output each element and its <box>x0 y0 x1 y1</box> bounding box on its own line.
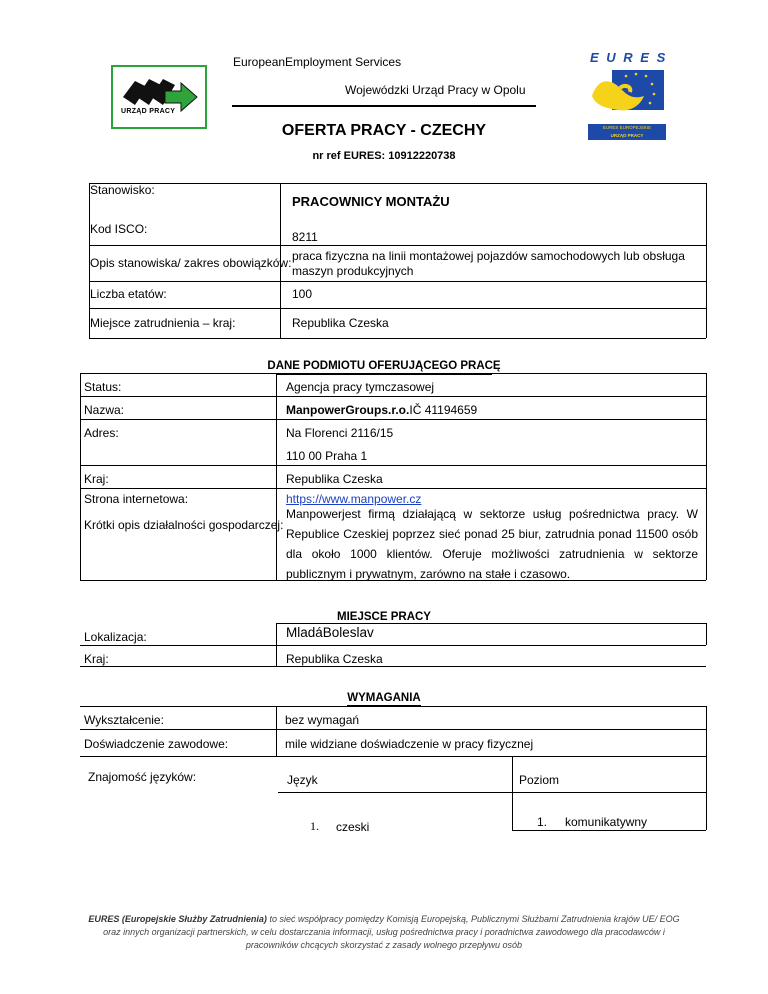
footer-eures-bold: EURES (Europejskie Służby Zatrudnienia) <box>88 914 267 924</box>
stanowisko-label: Stanowisko: <box>90 183 155 197</box>
miejsce-zatrudnienia-value: Republika Czeska <box>292 316 389 330</box>
adres-line-2: 110 00 Praha 1 <box>286 449 368 463</box>
workplace-kraj-label: Kraj: <box>84 652 109 666</box>
footer-line-1 <box>60 913 708 926</box>
urzad-pracy-icon <box>113 67 205 127</box>
lokalizacja-value: MladáBoleslav <box>286 625 374 640</box>
strona-label: Strona internetowa: <box>84 492 189 506</box>
miejsce-zatrudnienia-label: Miejsce zatrudnienia – kraj: <box>90 316 236 330</box>
isco-label: Kod ISCO: <box>90 222 148 236</box>
level-number: 1. <box>537 815 548 829</box>
language-number: 1. <box>310 819 319 833</box>
liczba-etatow-value: 100 <box>292 287 313 301</box>
eures-sub-1: EURES EUROPEJSKIE <box>602 125 652 130</box>
requirements-section-title: WYMAGANIA <box>347 692 421 704</box>
urzad-pracy-logo <box>111 65 207 129</box>
kraj-value: Republika Czeska <box>286 472 383 486</box>
website-link[interactable]: https://www.manpower.cz <box>286 492 422 506</box>
jezyk-header: Język <box>287 773 318 787</box>
jezyki-label: Znajomość języków: <box>88 770 197 784</box>
level-value: komunikatywny <box>565 815 648 829</box>
nazwa-company: ManpowerGroups.r.o. <box>286 403 410 417</box>
opis-dzialalnosci-value: Manpowerjest firmą działającą w sektorze usług pośrednictwa pracy. W Republice Czeskiej poprzez sieć ponad 25 biur, zatrudnia ponad 11500 osób dla około 1000 klientów. Oferuje możliwości zatrudnienia w sektorze publicznym i prywatnym, zarówno na stałe i czasowo. <box>286 507 698 581</box>
header-rule <box>232 105 536 107</box>
poziom-header: Poziom <box>519 773 560 787</box>
footer-line-2: oraz innych organizacji partnerskich, w celu dostarczania informacji, usług pośrednictwa pracy i poradnictwa zawodowego dla pracodawców i <box>103 927 665 937</box>
status-label: Status: <box>84 380 122 394</box>
footer-line-3: pracowników chcących skorzystać z zasady wolnego przepływu osób <box>245 940 523 950</box>
opis-dzialalnosci-label: Krótki opis działalności gospodarczej: <box>84 518 284 532</box>
lokalizacja-label: Lokalizacja: <box>84 630 147 644</box>
workplace-section-title: MIEJSCE PRACY <box>337 611 431 623</box>
employer-title-underline <box>276 374 492 375</box>
employer-section-title: DANE PODMIOTU OFERUJĄCEGO PRACĘ <box>267 360 501 372</box>
stanowisko-value: PRACOWNICY MONTAŻU <box>292 194 450 209</box>
doswiadczenie-label: Doświadczenie zawodowe: <box>84 737 229 751</box>
isco-value: 8211 <box>292 230 318 244</box>
opis-stanowiska-value: praca fizyczna na linii montażowej pojazdów samochodowych lub obsługa maszyn produkcyjnych <box>292 249 685 278</box>
eures-sub-2: URZĄD PRACY <box>610 133 644 138</box>
nazwa-label: Nazwa: <box>84 403 125 417</box>
opis-stanowiska-label: Opis stanowiska/ zakres obowiązków: <box>90 256 292 270</box>
footer-note <box>60 913 708 952</box>
adres-label: Adres: <box>84 426 119 440</box>
org-line-1: EuropeanEmployment Services <box>233 55 402 69</box>
eures-hand-icon <box>590 66 664 122</box>
org-line-2: Wojewódzki Urząd Pracy w Opolu <box>345 83 526 97</box>
urzad-pracy-logo-text: URZĄD PRACY <box>121 108 176 115</box>
eures-letters: E U R E S <box>590 50 668 65</box>
nazwa-ic: IČ 41194659 <box>409 403 478 417</box>
footer-line-1-rest: to sieć współpracy pomiędzy Komisją Europejską, Publicznymi Służbami Zatrudnienia krajów UE/ EOG <box>266 914 680 924</box>
status-value: Agencja pracy tymczasowej <box>286 380 435 394</box>
liczba-etatow-label: Liczba etatów: <box>90 287 167 301</box>
wyksztalcenie-label: Wykształcenie: <box>84 713 164 727</box>
eures-ref: nr ref EURES: 10912220738 <box>312 150 456 162</box>
adres-line-1: Na Florenci 2116/15 <box>286 426 394 440</box>
language-name: czeski <box>336 820 370 834</box>
workplace-kraj-value: Republika Czeska <box>286 652 383 666</box>
wyksztalcenie-value: bez wymagań <box>285 713 360 727</box>
kraj-label: Kraj: <box>84 472 109 486</box>
doswiadczenie-value: mile widziane doświadczenie w pracy fizycznej <box>285 737 534 751</box>
nazwa-value <box>286 403 477 417</box>
page-title: OFERTA PRACY - CZECHY <box>281 122 487 139</box>
